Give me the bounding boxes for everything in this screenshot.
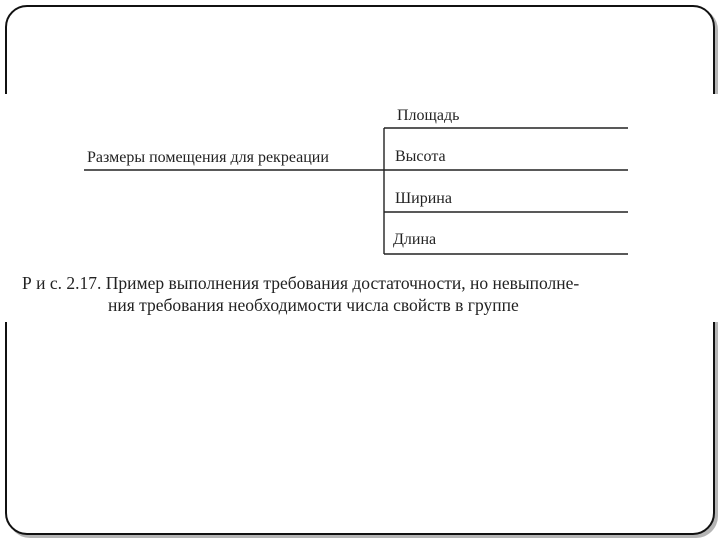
property-width: Ширина — [395, 190, 452, 207]
caption-line-1: Р и с. 2.17. Пример выполнения требования достаточности, но невыполне- — [22, 273, 580, 293]
property-height: Высота — [395, 148, 446, 165]
property-length: Длина — [393, 231, 437, 248]
root-label: Размеры помещения для рекреации — [87, 149, 329, 166]
caption-line-2: ния требования необходимости числа свойств в группе — [108, 295, 519, 315]
property-area: Площадь — [397, 107, 460, 124]
figure-caption — [22, 272, 702, 316]
